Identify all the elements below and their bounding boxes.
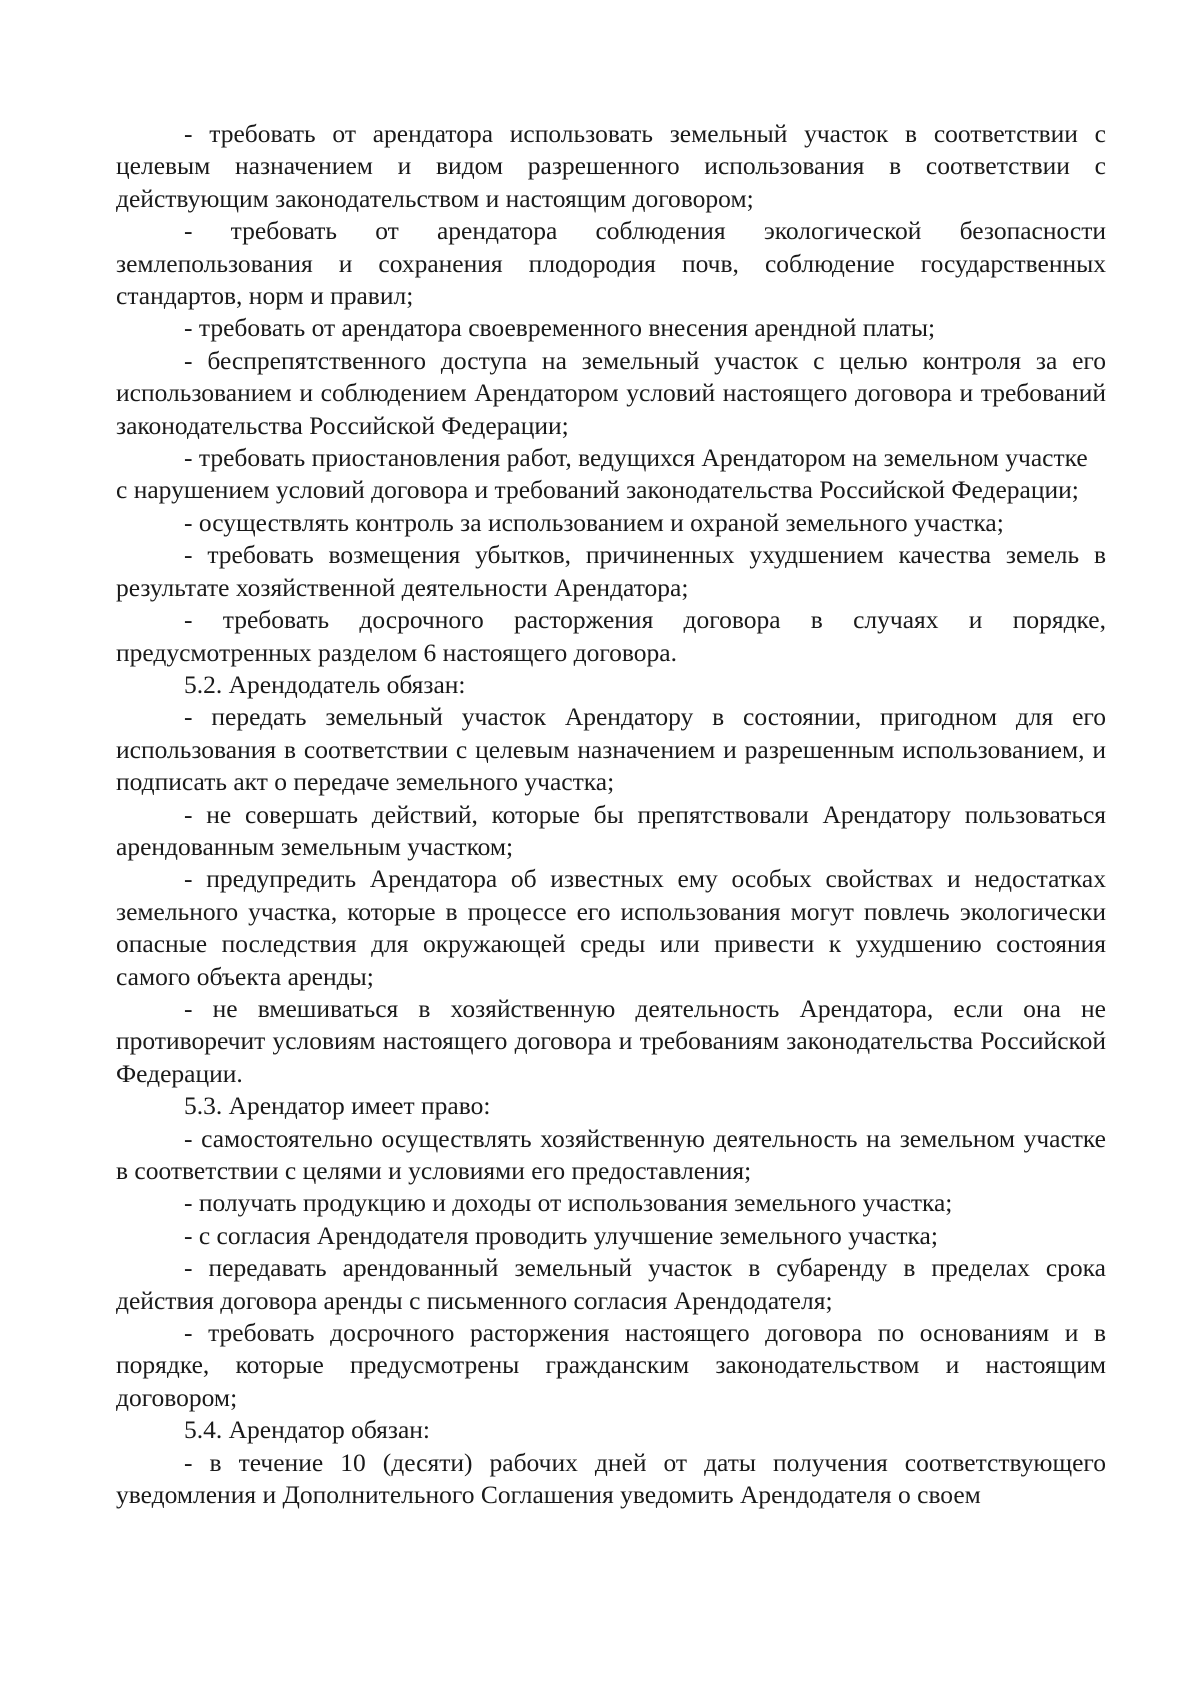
- paragraph-8: - требовать возмещения убытков, причиненных ухудшением качества земель в результате хозяйственной деятельности Арендатора;: [116, 540, 1106, 602]
- paragraph-1: - требовать от арендатора использовать земельный участок в соответствии с целевым назначением и видом разрешенного использования в соответствии с действующим законодательством и настоящим договором;: [116, 119, 1106, 213]
- document-body: [116, 118, 1106, 1511]
- paragraph-3: - требовать от арендатора своевременного внесения арендной платы;: [184, 313, 936, 343]
- paragraph-2: - требовать от арендатора соблюдения экологической безопасности землепользования и сохранения плодородия почв, соблюдение государственных стандартов, норм и правил;: [116, 216, 1106, 311]
- paragraph-17: - получать продукцию и доходы от использования земельного участка;: [184, 1188, 953, 1218]
- paragraph-9: - требовать досрочного расторжения договора в случаях и порядке, предусмотренных разделом 6 настоящего договора.: [116, 605, 1106, 667]
- paragraph-14: - не вмешиваться в хозяйственную деятельность Арендатора, если она не противоречит условиям настоящего договора и требованиям законодательства Российской Федерации.: [116, 993, 1106, 1088]
- paragraph-5: - требовать приостановления работ, ведущихся Арендатором на земельном участке: [184, 443, 1088, 473]
- section-heading-5-4: 5.4. Арендатор обязан:: [184, 1415, 431, 1445]
- paragraph-12: - не совершать действий, которые бы препятствовали Арендатору пользоваться арендованным земельным участком;: [116, 799, 1106, 861]
- section-heading-5-3: 5.3. Арендатор имеет право:: [184, 1091, 491, 1121]
- paragraph-4: - беспрепятственного доступа на земельный участок с целью контроля за его использованием и соблюдением Арендатором условий настоящего договора и требований законодательства Российской Федерации;: [116, 345, 1106, 440]
- paragraph-7: - осуществлять контроль за использованием и охраной земельного участка;: [184, 507, 1004, 537]
- paragraph-20: - требовать досрочного расторжения настоящего договора по основаниям и в порядке, которые предусмотрены гражданским законодательством и настоящим договором;: [116, 1318, 1106, 1412]
- paragraph-11: - передать земельный участок Арендатору в состоянии, пригодном для его использования в соответствии с целевым назначением и разрешенным использованием, и подписать акт о передаче земельного участка;: [116, 702, 1106, 797]
- paragraph-13: - предупредить Арендатора об известных ему особых свойствах и недостатках земельного участка, которые в процессе его использования могут повлечь экологически опасные последствия для окружающей среды или привести к ухудшению состояния самого объекта аренды;: [116, 864, 1106, 991]
- paragraph-22: - в течение 10 (десяти) рабочих дней от даты получения соответствующего уведомления и Дополнительного Соглашения уведомить Арендодателя о своем: [116, 1447, 1106, 1510]
- paragraph-18: - с согласия Арендодателя проводить улучшение земельного участка;: [184, 1220, 938, 1250]
- paragraph-6: с нарушением условий договора и требований законодательства Российской Федерации;: [116, 475, 1079, 505]
- paragraph-16: - самостоятельно осуществлять хозяйственную деятельность на земельном участке в соответствии с целями и условиями его предоставления;: [116, 1123, 1106, 1185]
- paragraph-19: - передавать арендованный земельный участок в субаренду в пределах срока действия договора аренды с письменного согласия Арендодателя;: [116, 1253, 1106, 1315]
- section-heading-5-2: 5.2. Арендодатель обязан:: [184, 669, 466, 699]
